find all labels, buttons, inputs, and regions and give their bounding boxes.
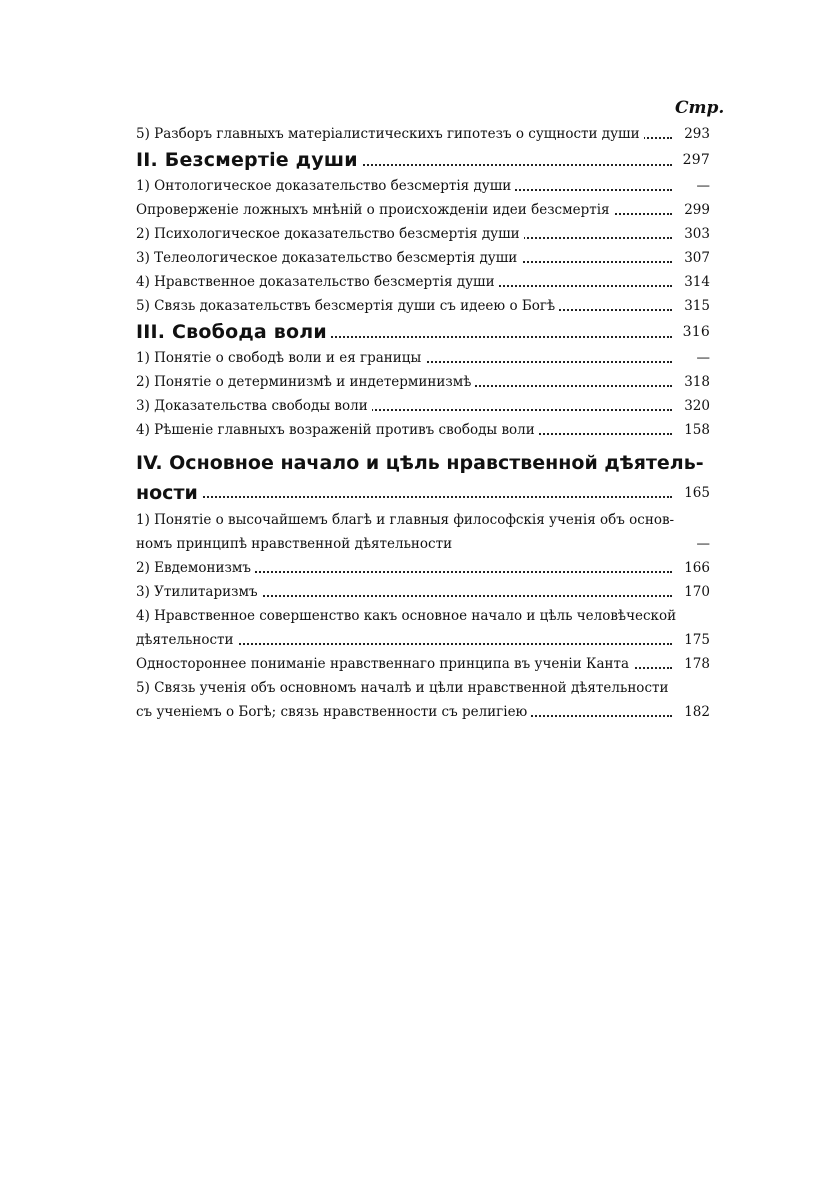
toc-entry-title: 3) Телеологическое доказательство безсмертія души <box>136 246 521 270</box>
toc-entry-page: 314 <box>679 270 710 294</box>
page-column-header: Стр. <box>675 98 725 118</box>
dot-leader <box>136 496 672 498</box>
toc-entry-page: 303 <box>679 222 710 246</box>
toc-entry-title: 4) Нравственное доказательство безсмертія души <box>136 270 499 294</box>
toc-entry-page: 293 <box>679 122 710 146</box>
toc-entry-page: 178 <box>679 652 710 676</box>
toc-entry <box>136 270 710 294</box>
toc-entry <box>136 604 710 652</box>
toc-entry <box>136 580 710 604</box>
toc-section-title: IV. Основное начало и цѣль нравственной дѣятель- <box>136 452 704 474</box>
toc-entry-page: 158 <box>679 418 710 442</box>
toc-section-title: III. Свобода воли <box>136 318 331 346</box>
toc-entry-page: — <box>692 174 711 198</box>
toc-entry-page: 318 <box>679 370 710 394</box>
table-of-contents <box>136 122 710 724</box>
toc-entry <box>136 676 710 724</box>
toc-entry-page: 315 <box>679 294 710 318</box>
toc-entry-title: 1) Онтологическое доказательство безсмертія души <box>136 174 515 198</box>
toc-entry <box>136 556 710 580</box>
toc-section-title: II. Безсмертіе души <box>136 146 362 174</box>
toc-entry-page: 316 <box>678 318 710 346</box>
toc-entry-title: 4) Нравственное совершенство какъ основное начало и цѣль человѣческой <box>136 608 677 624</box>
toc-entry-title: 5) Связь ученія объ основномъ началѣ и цѣли нравственной дѣятельности <box>136 680 669 696</box>
toc-entry <box>136 246 710 270</box>
toc-entry <box>136 346 710 370</box>
toc-entry <box>136 418 710 442</box>
toc-section-title-continued: ности <box>136 478 202 508</box>
toc-entry-page: 299 <box>679 198 710 222</box>
toc-entry <box>136 652 710 676</box>
toc-entry <box>136 394 710 418</box>
toc-entry-page: 320 <box>679 394 710 418</box>
toc-entry-title: 1) Понятіе о свободѣ воли и ея границы <box>136 346 425 370</box>
toc-entry <box>136 198 710 222</box>
toc-entry-title-continued: дѣятельности <box>136 628 238 652</box>
toc-entry-title: 5) Связь доказательствъ безсмертія души съ идеею о Богѣ <box>136 294 559 318</box>
toc-entry-title: 2) Понятіе о детерминизмѣ и индетерминизмѣ <box>136 370 475 394</box>
toc-section-heading <box>136 448 710 508</box>
toc-entry-title: 3) Доказательства свободы воли <box>136 394 372 418</box>
toc-entry-page: — <box>692 346 711 370</box>
toc-entry-title-continued: номъ принципѣ нравственной дѣятельности <box>136 532 456 556</box>
toc-entry <box>136 294 710 318</box>
toc-entry-title: 2) Евдемонизмъ <box>136 556 255 580</box>
toc-entry-title: 1) Понятіе о высочайшемъ благѣ и главныя философскія ученія объ основ- <box>136 512 675 528</box>
toc-entry-title: 5) Разборъ главныхъ матеріалистическихъ гипотезъ о сущности души <box>136 122 644 146</box>
toc-section-heading <box>136 146 710 174</box>
toc-entry-page: 297 <box>678 146 710 174</box>
toc-entry <box>136 508 710 556</box>
toc-entry-title: Опроверженіе ложныхъ мнѣній о происхожденіи идеи безсмертія <box>136 198 614 222</box>
toc-entry-page: 165 <box>679 478 710 508</box>
toc-entry <box>136 122 710 146</box>
toc-entry-page: 182 <box>679 700 710 724</box>
toc-entry <box>136 222 710 246</box>
toc-entry-page: 175 <box>679 628 710 652</box>
toc-entry <box>136 370 710 394</box>
toc-entry-title: Одностороннее пониманіе нравственнаго принципа въ ученіи Канта <box>136 652 633 676</box>
toc-entry-title-continued: съ ученіемъ о Богѣ; связь нравственности съ религіею <box>136 700 531 724</box>
toc-entry-page: 170 <box>679 580 710 604</box>
toc-section-heading <box>136 318 710 346</box>
toc-entry-title: 3) Утилитаризмъ <box>136 580 262 604</box>
toc-entry-title: 4) Рѣшеніе главныхъ возраженій противъ свободы воли <box>136 418 539 442</box>
toc-entry-page: — <box>692 532 711 556</box>
toc-entry-title: 2) Психологическое доказательство безсмертія души <box>136 222 524 246</box>
toc-entry-page: 166 <box>679 556 710 580</box>
toc-entry <box>136 174 710 198</box>
toc-entry-page: 307 <box>679 246 710 270</box>
